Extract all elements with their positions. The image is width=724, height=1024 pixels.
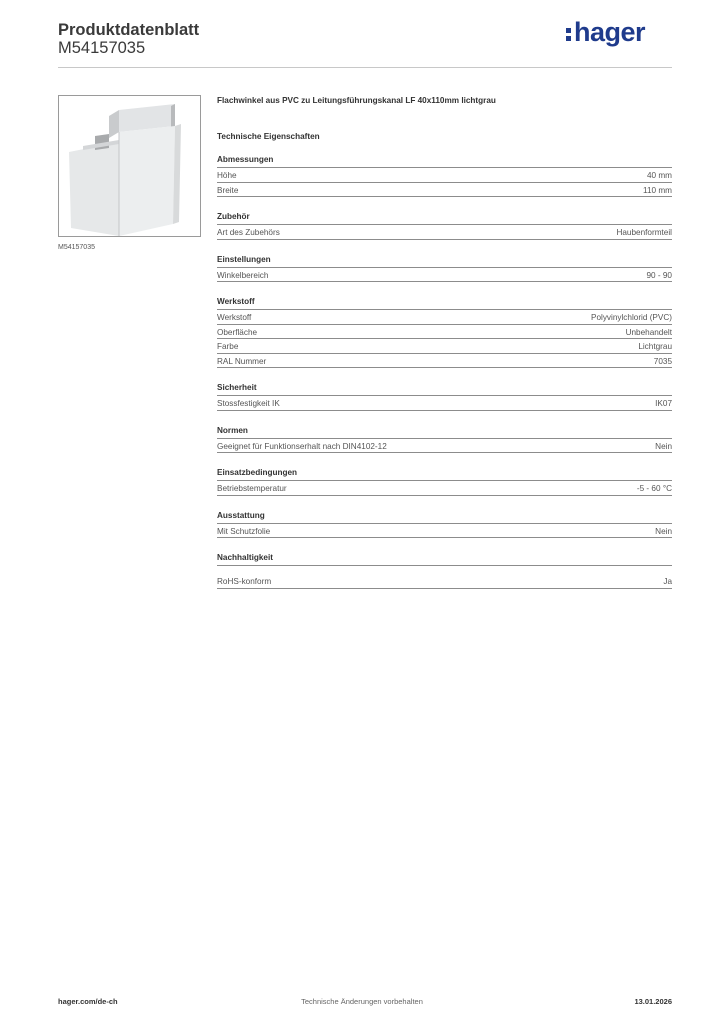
- spec-value: 7035: [653, 356, 672, 366]
- tech-heading: Technische Eigenschaften: [217, 132, 320, 141]
- spec-row: [217, 168, 672, 183]
- section-title: Einstellungen: [217, 255, 672, 268]
- product-description: Flachwinkel aus PVC zu Leitungsführungskanal LF 40x110mm lichtgrau: [217, 96, 496, 105]
- spec-label: RoHS-konform: [217, 577, 272, 586]
- spec-value: Haubenformteil: [616, 228, 672, 237]
- section-title: Normen: [217, 426, 672, 439]
- spec-section-abmessungen: [217, 155, 672, 197]
- section-title: Einsatzbedingungen: [217, 468, 672, 481]
- spec-label: Farbe: [217, 342, 239, 351]
- spec-label: Breite: [217, 185, 239, 195]
- spec-section-einsatzbedingungen: [217, 468, 672, 496]
- footer-website-link[interactable]: hager.com/de-ch: [58, 997, 118, 1006]
- spec-section-werkstoff: [217, 297, 672, 368]
- footer-date: 13.01.2026: [634, 997, 672, 1006]
- header-divider: [58, 67, 672, 68]
- spec-label: Winkelbereich: [217, 270, 269, 280]
- spec-label: Mit Schutzfolie: [217, 526, 271, 536]
- spec-row: [217, 325, 672, 340]
- spec-value: Nein: [655, 441, 672, 451]
- spec-label: Geeignet für Funktionserhalt nach DIN4102-12: [217, 441, 387, 451]
- flat-angle-illustration: [59, 96, 201, 237]
- product-specs: [217, 96, 672, 589]
- section-title: Abmessungen: [217, 155, 672, 168]
- spec-value: 40 mm: [646, 171, 672, 180]
- spec-row: [217, 310, 672, 325]
- spec-row: [217, 225, 672, 240]
- spec-label: Stossfestigkeit IK: [217, 399, 280, 408]
- section-title: Nachhaltigkeit: [217, 553, 672, 566]
- spec-value: Lichtgrau: [638, 342, 672, 351]
- section-title: Werkstoff: [217, 297, 672, 310]
- image-caption: M54157035: [58, 244, 95, 251]
- spec-label: Werkstoff: [217, 313, 252, 322]
- page-title: Produktdatenblatt: [58, 21, 200, 39]
- spec-row: [217, 268, 672, 283]
- spec-section-sicherheit: [217, 383, 672, 411]
- spec-section-einstellungen: [217, 255, 672, 283]
- spec-section-ausstattung: [217, 511, 672, 539]
- spec-value: Ja: [663, 577, 672, 586]
- footer-notice: Technische Änderungen vorbehalten: [301, 997, 423, 1006]
- spec-row: [217, 183, 672, 198]
- spec-value: IK07: [655, 399, 672, 408]
- spec-value: -5 - 60 °C: [636, 484, 672, 493]
- logo-colon-icon: [566, 25, 572, 43]
- spec-row: [217, 354, 672, 369]
- spec-label: RAL Nummer: [217, 356, 267, 366]
- spec-section-nachhaltigkeit: [217, 553, 672, 589]
- product-code: M54157035: [58, 39, 146, 57]
- section-title: Ausstattung: [217, 511, 672, 524]
- spec-label: Art des Zubehörs: [217, 228, 280, 237]
- logo-text: hager: [574, 17, 646, 47]
- spec-value: Polyvinylchlorid (PVC): [591, 313, 672, 322]
- spec-value: Nein: [655, 526, 672, 536]
- spec-label: Betriebstemperatur: [217, 484, 287, 493]
- spec-value: 110 mm: [643, 185, 672, 195]
- spec-row: [217, 481, 672, 496]
- spec-row: [217, 574, 672, 589]
- product-image: [58, 95, 201, 237]
- spec-row: [217, 524, 672, 539]
- hager-logo: [566, 17, 645, 48]
- section-title: Zubehör: [217, 212, 672, 225]
- spec-label: Oberfläche: [217, 327, 258, 337]
- spec-row: [217, 396, 672, 411]
- spec-section-zubehoer: [217, 212, 672, 240]
- spec-value: 90 - 90: [646, 270, 672, 280]
- spec-row: [217, 439, 672, 454]
- spec-label: Höhe: [217, 171, 237, 180]
- spec-section-normen: [217, 426, 672, 454]
- spec-row: [217, 339, 672, 354]
- section-title: Sicherheit: [217, 383, 672, 396]
- spec-value: Unbehandelt: [625, 327, 672, 337]
